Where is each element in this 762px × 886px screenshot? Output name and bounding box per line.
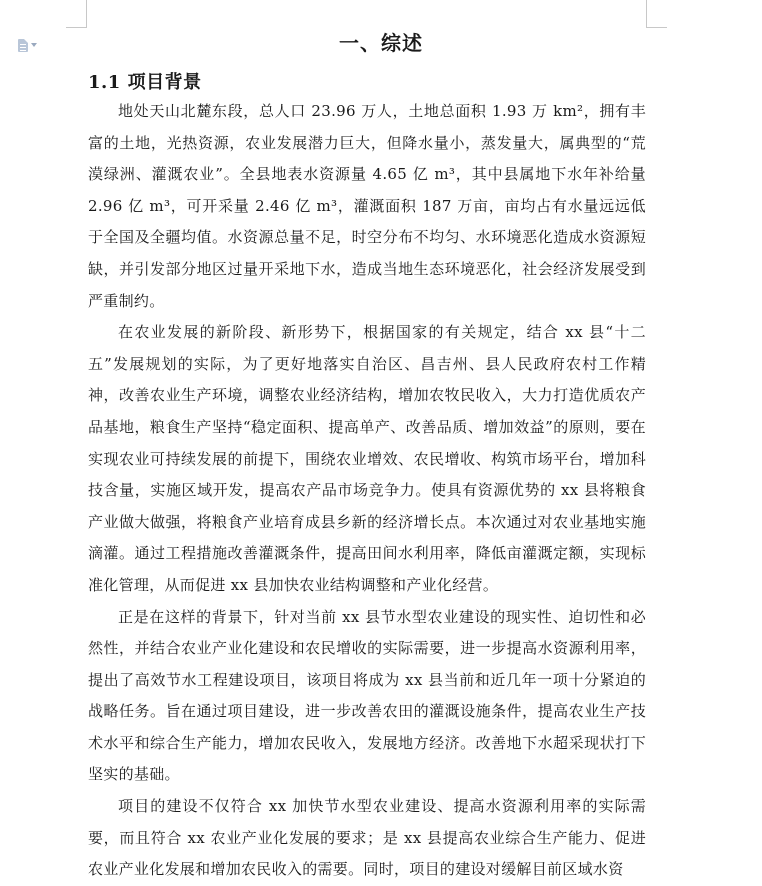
crop-mark-top-right	[646, 0, 667, 28]
paragraph: 正是在这样的背景下，针对当前 xx 县节水型农业建设的现实性、迫切性和必然性，并结合农业产业化建设和农民增收的实际需要，进一步提高水资源利用率，提出了高效节水工程建设项目，该项目将成为 xx 县当前和近几年一项十分紧迫的战略任务。旨在通过项目建设，进一步改善农田的灌溉设施条件，提高农业生产技术水平和综合生产能力，增加农民收入，发展地方经济。改善地下水超采现状打下坚实的基础。	[88, 607, 646, 784]
paragraph: 在农业发展的新阶段、新形势下，根据国家的有关规定，结合 xx 县“十二五”发展规划的实际，为了更好地落实自治区、昌吉州、县人民政府农村工作精神，改善农业生产环境，调整农业经济结构，增加农牧民收入，大力打造优质农产品基地，粮食生产坚持“稳定面积、提高单产、改善品质、增加效益”的原则，要在实现农业可持续发展的前提下，围绕农业增效、农民增收、构筑市场平台，增加科技含量，实施区域开发，提高农产品市场竞争力。使具有资源优势的 xx 县将粮食产业做大做强，将粮食产业培育成县乡新的经济增长点。本次通过对农业基地实施滴灌。通过工程措施改善灌溉条件，提高田间水利用率，降低亩灌溉定额，实现标准化管理，从而促进 xx 县加快农业结构调整和产业化经营。	[88, 323, 646, 594]
paragraph: 项目的建设不仅符合 xx 加快节水型农业建设、提高水资源利用率的实际需要，而且符合 xx 农业产业化发展的要求；是 xx 县提高农业综合生产能力、促进农业产业化发展和增加农民收入的需要。同时，项目的建设对缓解目前区域水资	[88, 797, 646, 879]
document-body	[88, 96, 646, 886]
paragraph: 地处天山北麓东段，总人口 23.96 万人，土地总面积 1.93 万 km²，拥有丰富的土地，光热资源，农业发展潜力巨大，但降水量小，蒸发量大，属典型的“荒漠绿洲、灌溉农业”。全县地表水资源量 4.65 亿 m³，其中县属地下水年补给量 2.96 亿 m³，可开采量 2.46 亿 m³，灌溉面积 187 万亩，亩均占有水量远远低于全国及全疆均值。水资源总量不足，时空分布不均匀、水环境恶化造成水资源短缺，并引发部分地区过量开采地下水，造成当地生态环境恶化，社会经济发展受到严重制约。	[88, 102, 646, 310]
heading-level-2: 1.1 项目背景	[88, 72, 202, 93]
crop-mark-top-left	[66, 0, 87, 28]
heading-level-1: 一、综述	[339, 31, 423, 55]
